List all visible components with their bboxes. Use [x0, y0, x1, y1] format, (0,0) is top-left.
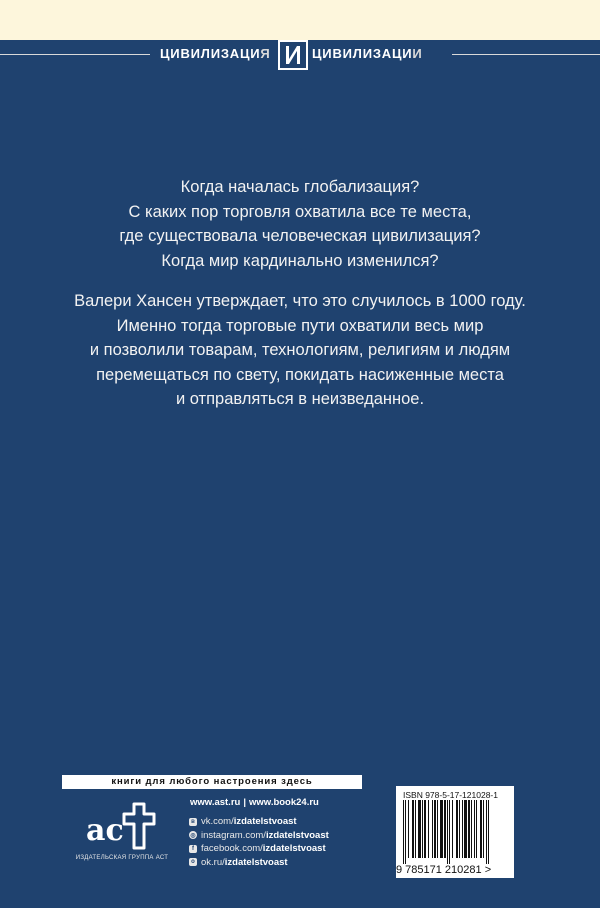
blurb-line: и позволили товарам, технологиям, религиям и людям [89, 341, 511, 359]
series-rule-right [452, 54, 600, 55]
barcode-bar [464, 800, 467, 858]
series-rule-left [0, 54, 150, 55]
odnoklassniki-icon: о [189, 858, 197, 866]
ean-digits: 9 785171 210281 > [396, 864, 492, 876]
barcode-bar [422, 800, 423, 858]
barcode-bar [437, 800, 438, 858]
series-logo-icon [278, 40, 308, 70]
barcode-bar [424, 800, 426, 858]
isbn-barcode-box [396, 786, 514, 878]
barcode-bar [434, 800, 436, 858]
blurb-line: Когда мир кардинально изменился? [161, 251, 439, 270]
barcode-bar [415, 800, 416, 858]
series-title-left: ЦИВИЛИЗАЦИЯ [160, 46, 271, 61]
series-title-right: ЦИВИЛИЗАЦИИ [312, 46, 423, 61]
barcode-bar [440, 800, 443, 858]
barcode-bar [462, 800, 463, 858]
barcode-bar [483, 800, 484, 858]
barcode-bar [412, 800, 414, 858]
svg-text:ac: ac [86, 813, 124, 848]
facebook-icon: f [189, 845, 197, 853]
barcode-bar [476, 800, 477, 858]
barcode-bar [408, 800, 409, 858]
blurb-line: С каких пор торговля охватила все те места, [128, 202, 472, 221]
barcode-bar [428, 800, 429, 858]
tagline-text: книги для любого настроения здесь [111, 776, 313, 787]
barcode-bar [459, 800, 460, 858]
barcode-bar [471, 800, 472, 858]
barcode-bar [452, 800, 453, 858]
blurb-answer [40, 289, 560, 412]
barcode-bar [403, 800, 404, 864]
website-link[interactable]: www.book24.ru [249, 797, 319, 808]
barcode-bar [488, 800, 489, 864]
blurb-line: Когда началась глобализация? [180, 178, 420, 196]
blurb-line: Валери Хансен утверждает, что это случилось в 1000 году. [74, 292, 526, 310]
website-link[interactable]: www.ast.ru [190, 797, 241, 808]
series-strip [0, 40, 600, 70]
tagline-bar [62, 775, 362, 789]
social-link-odnoklassniki[interactable]: о ok.ru/ izdatelstvoast [189, 856, 329, 870]
blurb-line: перемещаться по свету, покидать насиженные места [96, 365, 504, 384]
barcode-bar [480, 800, 482, 858]
isbn-number: ISBN 978-5-17-121028-1 [403, 790, 498, 800]
blurb-line: где существовала человеческая цивилизация? [119, 227, 481, 245]
separator: | [243, 797, 246, 808]
website-links [190, 797, 319, 808]
barcode-bar [444, 800, 446, 858]
social-link-facebook[interactable]: f facebook.com/ izdatelstvoast [189, 842, 329, 856]
barcode-bar [474, 800, 475, 858]
instagram-icon: ◎ [190, 832, 196, 839]
barcode-bar [405, 800, 406, 864]
social-links [189, 815, 329, 869]
barcode-bar [486, 800, 487, 864]
blurb-line: и отправляться в неизведанное. [175, 390, 425, 408]
barcode-bar [432, 800, 433, 858]
blurb-line: Именно тогда торговые пути охватили весь мир [116, 316, 484, 335]
barcode-bar [456, 800, 458, 858]
social-link-instagram[interactable]: ◎ instagram.com/ izdatelstvoast [190, 829, 329, 841]
blurb-questions [40, 175, 560, 273]
barcode-bar [447, 800, 448, 864]
publisher-caption: ИЗДАТЕЛЬСКАЯ ГРУППА АСТ [75, 855, 169, 861]
barcode-bar [449, 800, 450, 864]
vk-icon: в [189, 818, 197, 826]
publisher-logo-icon [82, 800, 160, 852]
social-link-vk[interactable]: в vk.com/ izdatelstvoast [189, 815, 329, 829]
barcode [402, 800, 508, 864]
barcode-bar [418, 800, 421, 858]
barcode-bar [468, 800, 470, 858]
